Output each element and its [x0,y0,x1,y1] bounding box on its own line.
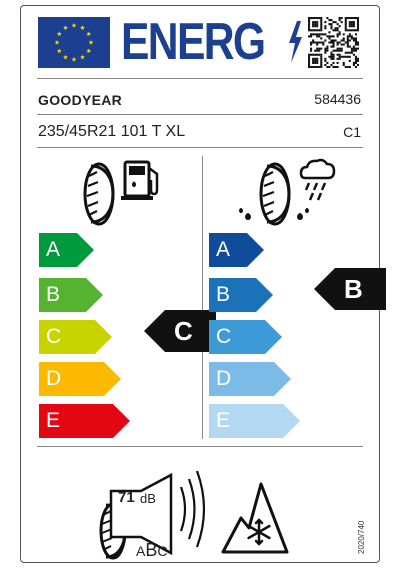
noise-class-c: C [157,543,168,559]
energy-word: ENERG [121,13,265,71]
noise-class [136,540,167,561]
column-divider [202,156,203,439]
article-number: 584436 [314,91,361,107]
noise-class-b: B [145,540,158,560]
fuel-pump-tyre-icon [71,154,166,229]
tyre-size-designation: 235/45R21 101 T XL [38,123,186,140]
fuel-rating-badge [144,310,216,352]
regulation-number: 2020/740 [357,520,366,554]
rain-cloud-tyre-icon [235,154,345,229]
wet-arrow-c-label: C [216,325,232,348]
supplier-brand: GOODYEAR [38,92,123,108]
tyre-class: C1 [343,124,361,140]
separator-bottom [37,446,363,447]
separator-top [37,78,363,79]
three-peak-mountain-snowflake-icon [221,480,289,554]
wet-rating-letter: B [344,274,363,304]
separator-middle [37,114,363,115]
fuel-arrow-a-label: A [46,238,61,261]
wet-arrow-a-label: A [216,238,231,261]
fuel-arrow-b-label: B [46,283,61,306]
wet-arrow-d-label: D [216,367,232,390]
separator-lower [37,147,363,148]
eu-flag-icon [38,17,110,68]
wet-rating-badge [314,268,386,310]
tyre-energy-label [20,5,380,563]
fuel-arrow-c-label: C [46,325,62,348]
noise-value: 71 [118,489,135,506]
fuel-arrow-d-label: D [46,367,62,390]
lightning-bolt-icon [287,21,303,63]
noise-unit: dB [140,491,156,506]
wet-arrow-b-label: B [216,283,231,306]
wet-arrow-e-label: E [216,409,231,432]
fuel-rating-letter: C [174,316,193,346]
qr-code-icon [308,17,359,68]
fuel-arrow-e-label: E [46,409,61,432]
noise-class-a: A [136,543,146,559]
